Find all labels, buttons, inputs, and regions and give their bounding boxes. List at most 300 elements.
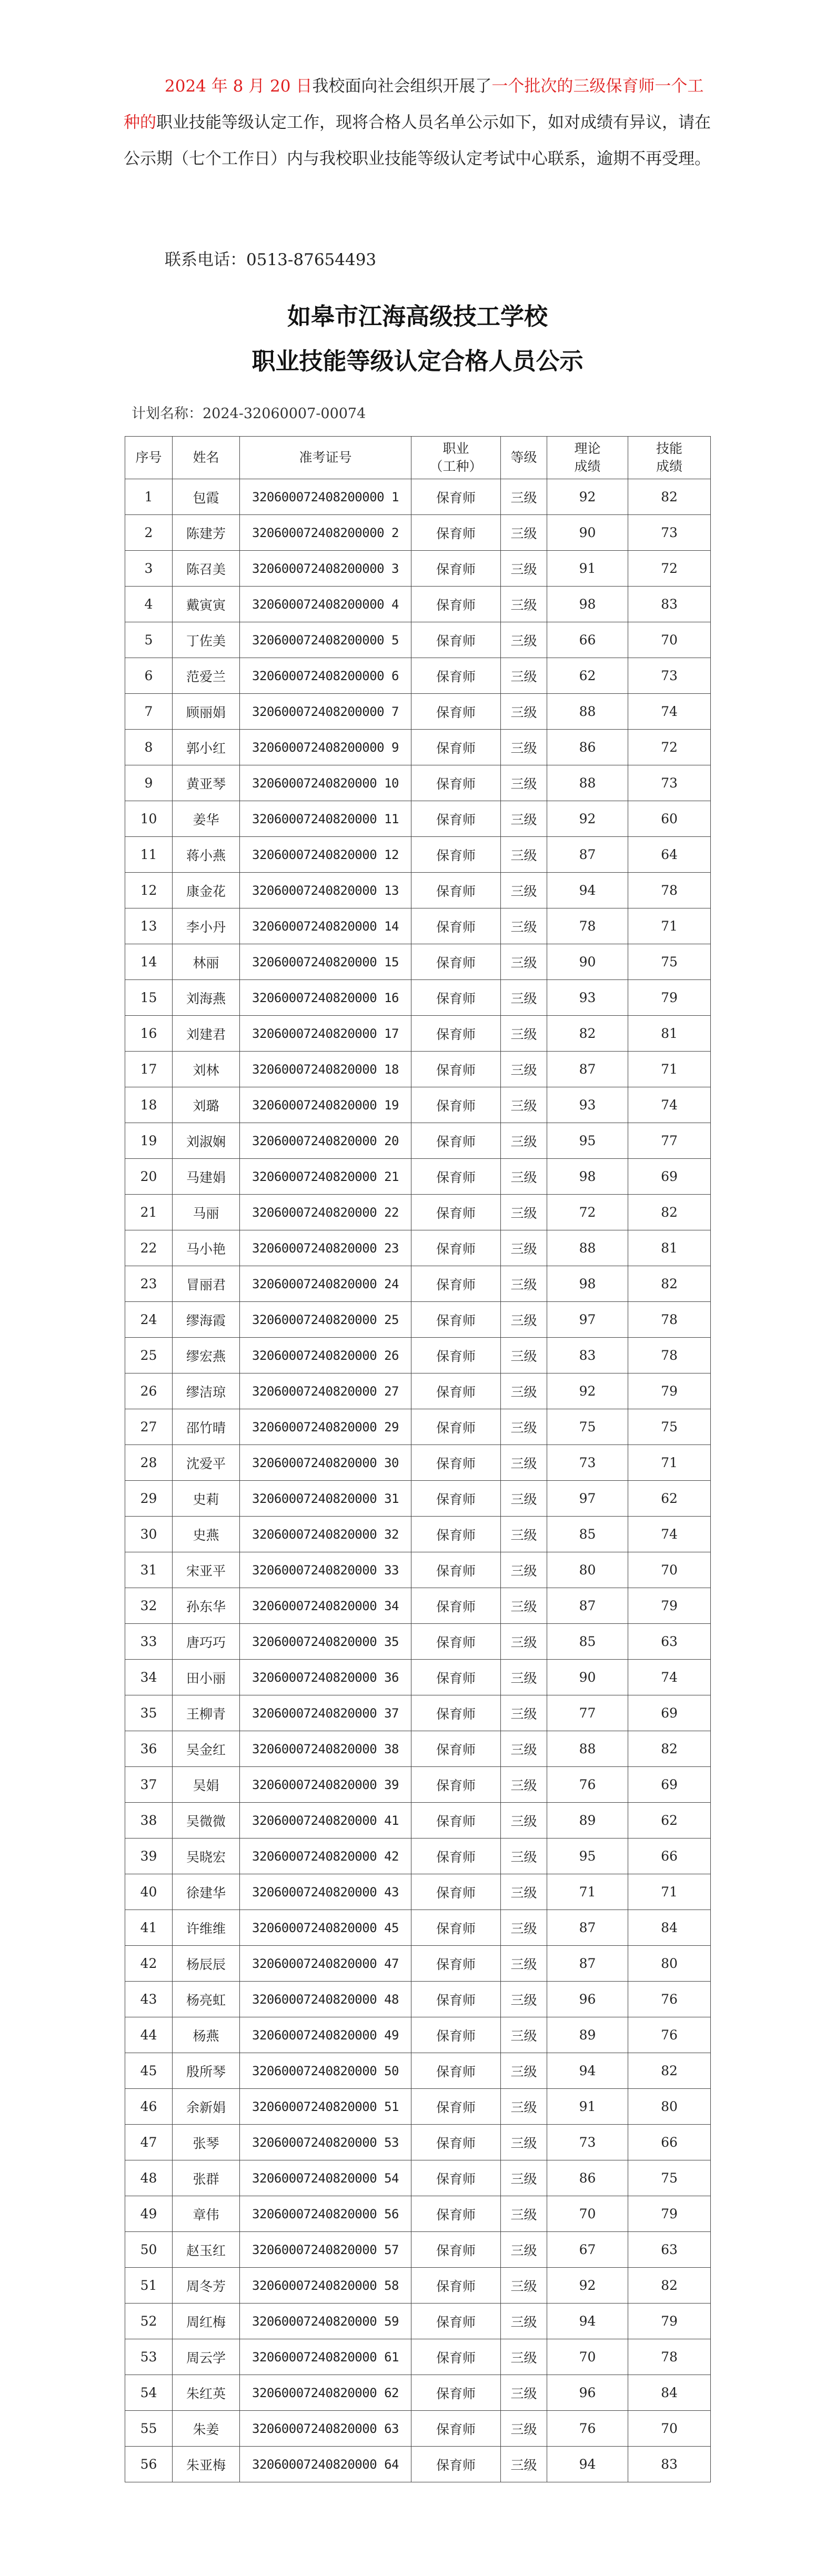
table-cell-skill: 84 [628,1910,711,1946]
table-cell-level: 三级 [501,908,547,944]
table-cell-job: 保育师 [411,2447,501,2482]
table-cell-seq: 47 [125,2125,173,2160]
table-cell-level: 三级 [501,1588,547,1624]
table-cell-skill: 74 [628,1660,711,1695]
table-cell-seq: 33 [125,1624,173,1660]
table-cell-seq: 31 [125,1552,173,1588]
table-cell-ticket: 32060007240820000 49 [240,2017,411,2053]
table-cell-seq: 10 [125,801,173,837]
table-cell-name: 殷所琴 [173,2053,240,2089]
table-cell-job: 保育师 [411,1016,501,1052]
table-cell-theory: 97 [547,1302,628,1338]
table-cell-theory: 82 [547,1016,628,1052]
header-seq: 序号 [125,437,173,479]
table-cell-theory: 98 [547,1159,628,1195]
table-cell-theory: 72 [547,1195,628,1230]
table-cell-job: 保育师 [411,1767,501,1803]
table-cell-seq: 45 [125,2053,173,2089]
table-cell-level: 三级 [501,1803,547,1838]
table-cell-theory: 94 [547,2447,628,2482]
table-cell-ticket: 32060007240820000 25 [240,1302,411,1338]
table-cell-name: 杨燕 [173,2017,240,2053]
table-cell-level: 三级 [501,2304,547,2339]
table-cell-name: 戴寅寅 [173,587,240,622]
table-cell-seq: 18 [125,1087,173,1123]
table-cell-name: 杨辰辰 [173,1946,240,1982]
table-cell-level: 三级 [501,837,547,873]
table-cell-level: 三级 [501,658,547,694]
table-cell-theory: 76 [547,1767,628,1803]
table-cell-level: 三级 [501,2053,547,2089]
table-cell-skill: 60 [628,801,711,837]
table-cell-theory: 86 [547,730,628,765]
table-cell-theory: 92 [547,1373,628,1409]
table-cell-name: 黄亚琴 [173,765,240,801]
table-cell-level: 三级 [501,2232,547,2268]
table-row [125,1195,711,1230]
table-cell-ticket: 32060007240820000 39 [240,1767,411,1803]
table-cell-name: 李小丹 [173,908,240,944]
table-row [125,1052,711,1087]
table-cell-ticket: 32060007240820000 32 [240,1517,411,1552]
table-cell-seq: 54 [125,2375,173,2411]
table-cell-seq: 5 [125,622,173,658]
table-cell-ticket: 32060007240820000 12 [240,837,411,873]
table-cell-theory: 87 [547,837,628,873]
table-cell-ticket: 32060007240820000 63 [240,2411,411,2447]
table-cell-skill: 80 [628,2089,711,2125]
table-cell-ticket: 32060007240820000 13 [240,873,411,908]
table-cell-seq: 36 [125,1731,173,1767]
table-cell-name: 蒋小燕 [173,837,240,873]
table-cell-ticket: 32060007240820000 64 [240,2447,411,2482]
table-cell-theory: 92 [547,479,628,515]
table-cell-skill: 69 [628,1767,711,1803]
table-cell-level: 三级 [501,587,547,622]
table-row [125,1409,711,1445]
table-cell-theory: 94 [547,2304,628,2339]
header-job [411,437,501,479]
table-cell-name: 马建娟 [173,1159,240,1195]
table-row [125,1445,711,1481]
table-cell-skill: 66 [628,2125,711,2160]
table-cell-theory: 97 [547,1481,628,1517]
table-cell-skill: 83 [628,2447,711,2482]
table-cell-name: 赵玉红 [173,2232,240,2268]
table-cell-level: 三级 [501,2089,547,2125]
table-cell-theory: 76 [547,2411,628,2447]
table-cell-level: 三级 [501,1695,547,1731]
table-cell-level: 三级 [501,1838,547,1874]
table-cell-skill: 84 [628,2375,711,2411]
table-cell-seq: 9 [125,765,173,801]
table-row [125,1481,711,1517]
table-cell-level: 三级 [501,1552,547,1588]
table-row [125,2160,711,2196]
table-row [125,801,711,837]
header-skill [628,437,711,479]
table-cell-job: 保育师 [411,801,501,837]
table-cell-skill: 69 [628,1695,711,1731]
table-cell-seq: 25 [125,1338,173,1373]
table-cell-ticket: 32060007240820000 24 [240,1266,411,1302]
table-cell-level: 三级 [501,765,547,801]
table-cell-seq: 51 [125,2268,173,2304]
table-cell-ticket: 32060007240820000 26 [240,1338,411,1373]
table-cell-skill: 63 [628,2232,711,2268]
table-cell-job: 保育师 [411,1946,501,1982]
table-cell-job: 保育师 [411,1838,501,1874]
table-cell-seq: 50 [125,2232,173,2268]
table-row [125,908,711,944]
table-cell-job: 保育师 [411,1302,501,1338]
table-cell-job: 保育师 [411,1195,501,1230]
table-row [125,2375,711,2411]
table-cell-name: 顾丽娟 [173,694,240,730]
table-cell-name: 吴微微 [173,1803,240,1838]
table-cell-theory: 88 [547,1731,628,1767]
table-cell-theory: 89 [547,1803,628,1838]
table-cell-level: 三级 [501,2160,547,2196]
table-cell-job: 保育师 [411,2160,501,2196]
table-cell-ticket: 32060007240820000 34 [240,1588,411,1624]
table-cell-seq: 23 [125,1266,173,1302]
table-cell-seq: 42 [125,1946,173,1982]
table-cell-ticket: 32060007240820000 38 [240,1731,411,1767]
table-cell-ticket: 32060007240820000 19 [240,1087,411,1123]
table-cell-name: 包霞 [173,479,240,515]
table-cell-level: 三级 [501,2268,547,2304]
table-cell-seq: 7 [125,694,173,730]
header-job-top: 职业 [442,441,469,456]
table-cell-level: 三级 [501,1517,547,1552]
table-cell-skill: 73 [628,658,711,694]
table-row [125,765,711,801]
table-cell-job: 保育师 [411,2017,501,2053]
table-cell-ticket: 32060007240820000 23 [240,1230,411,1266]
table-cell-job: 保育师 [411,587,501,622]
table-cell-ticket: 32060007240820000 20 [240,1123,411,1159]
table-cell-theory: 98 [547,587,628,622]
table-cell-ticket: 320600072408200000 1 [240,479,411,515]
header-name: 姓名 [173,437,240,479]
table-cell-theory: 87 [547,1052,628,1087]
notice-batch: 一个批次的三级保育师一个工种的 [124,77,704,132]
table-cell-name: 缪洁琼 [173,1373,240,1409]
table-cell-skill: 75 [628,2160,711,2196]
table-cell-level: 三级 [501,1123,547,1159]
table-cell-level: 三级 [501,1087,547,1123]
table-cell-name: 刘璐 [173,1087,240,1123]
table-cell-name: 吴晓宏 [173,1838,240,1874]
table-cell-level: 三级 [501,1409,547,1445]
table-cell-theory: 90 [547,515,628,551]
table-cell-name: 张群 [173,2160,240,2196]
table-row [125,2304,711,2339]
table-cell-seq: 17 [125,1052,173,1087]
table-cell-job: 保育师 [411,2339,501,2375]
header-ticket: 准考证号 [240,437,411,479]
table-cell-ticket: 32060007240820000 11 [240,801,411,837]
table-row [125,2268,711,2304]
notice-seg2: 职业技能等级认定工作，现将合格人员名单公示如下，如对成绩有异议，请在公示期（七个工作日）内与我校职业技能等级认定考试中心联系，逾期不再受理。 [124,113,711,168]
table-cell-seq: 35 [125,1695,173,1731]
table-cell-name: 周红梅 [173,2304,240,2339]
table-cell-name: 刘林 [173,1052,240,1087]
table-cell-name: 范爱兰 [173,658,240,694]
table-cell-theory: 91 [547,551,628,587]
table-cell-theory: 96 [547,1982,628,2017]
table-cell-name: 张琴 [173,2125,240,2160]
table-cell-level: 三级 [501,980,547,1016]
table-row [125,515,711,551]
table-cell-skill: 82 [628,1195,711,1230]
table-cell-job: 保育师 [411,1731,501,1767]
table-cell-ticket: 32060007240820000 43 [240,1874,411,1910]
table-cell-skill: 74 [628,694,711,730]
table-cell-ticket: 320600072408200000 3 [240,551,411,587]
table-cell-job: 保育师 [411,1266,501,1302]
contact-phone: 联系电话：0513-87654493 [165,250,377,269]
notice-paragraph [124,68,718,177]
table-row [125,1230,711,1266]
table-cell-seq: 6 [125,658,173,694]
table-cell-ticket: 320600072408200000 5 [240,622,411,658]
table-cell-skill: 74 [628,1087,711,1123]
table-cell-seq: 41 [125,1910,173,1946]
table-cell-seq: 39 [125,1838,173,1874]
table-cell-name: 陈召美 [173,551,240,587]
table-cell-theory: 98 [547,1266,628,1302]
table-row [125,1838,711,1874]
table-cell-level: 三级 [501,944,547,980]
table-cell-job: 保育师 [411,2232,501,2268]
table-cell-skill: 83 [628,587,711,622]
table-cell-theory: 62 [547,658,628,694]
table-cell-level: 三级 [501,2017,547,2053]
table-cell-name: 刘淑娴 [173,1123,240,1159]
table-cell-theory: 75 [547,1409,628,1445]
table-cell-name: 冒丽君 [173,1266,240,1302]
table-row [125,1087,711,1123]
table-row [125,1624,711,1660]
table-cell-job: 保育师 [411,2196,501,2232]
table-cell-theory: 96 [547,2375,628,2411]
table-cell-job: 保育师 [411,1338,501,1373]
header-skill-top: 技能 [656,441,682,456]
table-cell-seq: 28 [125,1445,173,1481]
table-row [125,1123,711,1159]
table-cell-job: 保育师 [411,2375,501,2411]
table-cell-skill: 82 [628,1731,711,1767]
table-cell-theory: 93 [547,1087,628,1123]
table-cell-name: 陈建芳 [173,515,240,551]
table-cell-skill: 72 [628,730,711,765]
table-row [125,2411,711,2447]
table-cell-job: 保育师 [411,1624,501,1660]
table-cell-skill: 74 [628,1517,711,1552]
table-cell-theory: 86 [547,2160,628,2196]
table-cell-skill: 70 [628,622,711,658]
table-cell-theory: 92 [547,801,628,837]
table-row [125,1874,711,1910]
table-cell-theory: 90 [547,1660,628,1695]
table-cell-skill: 78 [628,1302,711,1338]
table-cell-theory: 83 [547,1338,628,1373]
header-theory [547,437,628,479]
table-cell-level: 三级 [501,2375,547,2411]
table-cell-job: 保育师 [411,479,501,515]
table-cell-seq: 30 [125,1517,173,1552]
table-cell-job: 保育师 [411,1695,501,1731]
table-cell-theory: 94 [547,2053,628,2089]
table-row [125,1517,711,1552]
table-cell-name: 刘建君 [173,1016,240,1052]
header-job-bottom: （工种） [429,459,482,474]
table-row [125,1660,711,1695]
table-cell-seq: 20 [125,1159,173,1195]
table-cell-name: 吴娟 [173,1767,240,1803]
table-cell-job: 保育师 [411,2304,501,2339]
table-row [125,1946,711,1982]
table-row [125,622,711,658]
table-cell-skill: 78 [628,2339,711,2375]
table-cell-theory: 70 [547,2196,628,2232]
table-cell-ticket: 320600072408200000 7 [240,694,411,730]
table-cell-level: 三级 [501,730,547,765]
table-cell-ticket: 32060007240820000 10 [240,765,411,801]
table-cell-ticket: 32060007240820000 47 [240,1946,411,1982]
table-cell-name: 史莉 [173,1481,240,1517]
table-cell-theory: 91 [547,2089,628,2125]
table-cell-skill: 73 [628,515,711,551]
table-cell-job: 保育师 [411,1910,501,1946]
table-cell-seq: 52 [125,2304,173,2339]
table-cell-seq: 14 [125,944,173,980]
table-cell-seq: 53 [125,2339,173,2375]
table-cell-name: 徐建华 [173,1874,240,1910]
table-cell-skill: 79 [628,2304,711,2339]
table-cell-skill: 73 [628,765,711,801]
table-cell-level: 三级 [501,1910,547,1946]
table-cell-job: 保育师 [411,1087,501,1123]
table-cell-seq: 13 [125,908,173,944]
table-cell-seq: 48 [125,2160,173,2196]
table-cell-ticket: 32060007240820000 22 [240,1195,411,1230]
table-cell-ticket: 32060007240820000 45 [240,1910,411,1946]
table-cell-name: 宋亚平 [173,1552,240,1588]
table-cell-seq: 8 [125,730,173,765]
table-row [125,2339,711,2375]
header-skill-bottom: 成绩 [656,459,682,474]
table-cell-job: 保育师 [411,1373,501,1409]
table-cell-job: 保育师 [411,730,501,765]
table-row [125,730,711,765]
table-cell-seq: 12 [125,873,173,908]
table-cell-name: 缪宏燕 [173,1338,240,1373]
table-cell-job: 保育师 [411,980,501,1016]
table-cell-seq: 1 [125,479,173,515]
table-row [125,944,711,980]
table-cell-theory: 73 [547,1445,628,1481]
table-cell-skill: 79 [628,1588,711,1624]
table-cell-job: 保育师 [411,1230,501,1266]
header-level: 等级 [501,437,547,479]
table-cell-name: 马小艳 [173,1230,240,1266]
table-cell-level: 三级 [501,1946,547,1982]
table-row [125,1767,711,1803]
table-cell-ticket: 32060007240820000 53 [240,2125,411,2160]
table-cell-seq: 19 [125,1123,173,1159]
table-row [125,2053,711,2089]
table-row [125,1302,711,1338]
table-cell-ticket: 32060007240820000 30 [240,1445,411,1481]
table-cell-ticket: 32060007240820000 61 [240,2339,411,2375]
table-cell-theory: 85 [547,1624,628,1660]
table-cell-skill: 82 [628,1266,711,1302]
table-cell-level: 三级 [501,1338,547,1373]
table-cell-seq: 22 [125,1230,173,1266]
table-row [125,1552,711,1588]
table-cell-name: 王柳青 [173,1695,240,1731]
table-cell-ticket: 32060007240820000 56 [240,2196,411,2232]
table-row [125,2089,711,2125]
table-cell-name: 唐巧巧 [173,1624,240,1660]
table-cell-seq: 38 [125,1803,173,1838]
table-cell-job: 保育师 [411,1445,501,1481]
table-cell-seq: 55 [125,2411,173,2447]
table-cell-name: 孙东华 [173,1588,240,1624]
table-cell-job: 保育师 [411,1481,501,1517]
table-cell-ticket: 32060007240820000 48 [240,1982,411,2017]
table-cell-level: 三级 [501,1016,547,1052]
table-cell-skill: 72 [628,551,711,587]
table-cell-seq: 16 [125,1016,173,1052]
table-cell-seq: 43 [125,1982,173,2017]
table-cell-ticket: 32060007240820000 14 [240,908,411,944]
table-row [125,1338,711,1373]
table-cell-level: 三级 [501,1159,547,1195]
table-cell-name: 刘海燕 [173,980,240,1016]
notice-text [124,68,718,177]
table-cell-theory: 78 [547,908,628,944]
table-cell-theory: 85 [547,1517,628,1552]
table-cell-job: 保育师 [411,1517,501,1552]
table-cell-ticket: 32060007240820000 15 [240,944,411,980]
table-cell-job: 保育师 [411,622,501,658]
table-cell-job: 保育师 [411,1588,501,1624]
table-cell-ticket: 32060007240820000 35 [240,1624,411,1660]
table-cell-skill: 82 [628,479,711,515]
table-cell-skill: 63 [628,1624,711,1660]
table-cell-level: 三级 [501,2411,547,2447]
table-cell-ticket: 32060007240820000 50 [240,2053,411,2089]
table-row [125,587,711,622]
table-cell-theory: 87 [547,1588,628,1624]
table-cell-name: 朱红英 [173,2375,240,2411]
plan-name: 计划名称：2024-32060007-00074 [132,406,366,422]
table-cell-theory: 88 [547,765,628,801]
table-cell-skill: 78 [628,873,711,908]
table-cell-skill: 70 [628,1552,711,1588]
table-row [125,1910,711,1946]
table-cell-job: 保育师 [411,2089,501,2125]
table-cell-skill: 79 [628,980,711,1016]
table-cell-name: 周冬芳 [173,2268,240,2304]
table-cell-theory: 87 [547,1910,628,1946]
table-cell-skill: 82 [628,2268,711,2304]
school-title: 如皋市江海高级技工学校 [287,302,548,330]
